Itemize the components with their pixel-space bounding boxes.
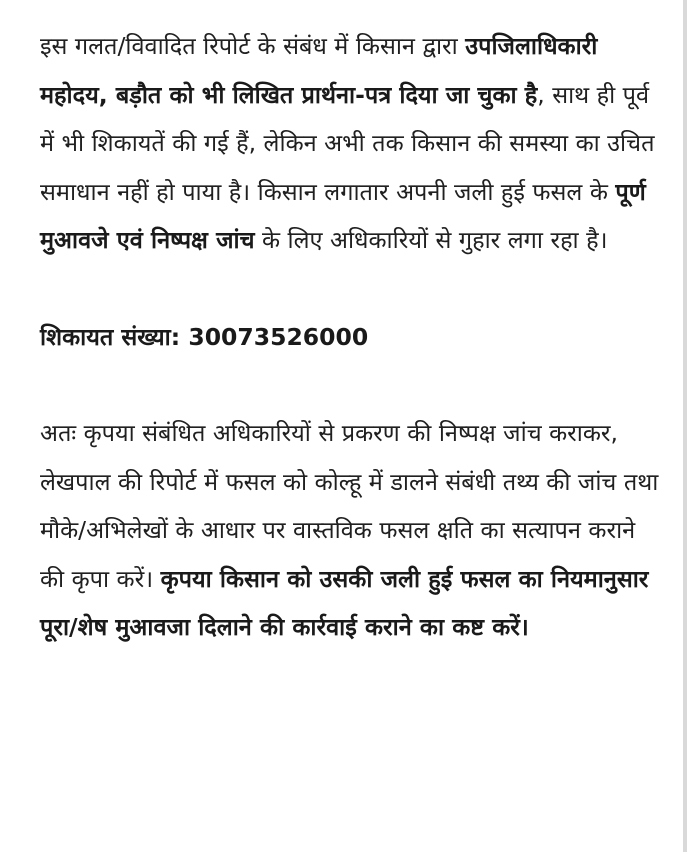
paragraph-gap	[40, 361, 660, 409]
paragraph-text: के लिए अधिकारियों से गुहार लगा रहा है।	[254, 226, 608, 254]
paragraph-text: , साथ ही पूर्व में भी शिकायतें की गई हैं, लेकिन अभी तक किसान की समस्या का उचित समाधान नहीं हो पाया है। किसान लगातार अपनी जली हुई फसल के	[40, 80, 655, 206]
bold-application-note: उपजिलाधिकारी महोदय, बड़ौत को भी लिखित प्रार्थना-पत्र दिया जा चुका है	[40, 32, 598, 109]
complaint-number	[40, 313, 660, 362]
bold-request-note: कृपया किसान को उसकी जली हुई फसल का नियमानुसार पूरा/शेष मुआवजा दिलाने की कार्रवाई कराने का कष्ट करें।	[40, 564, 649, 641]
document-body	[40, 22, 660, 652]
paragraph-text: इस गलत/विवादित रिपोर्ट के संबंध में किसान द्वारा	[40, 32, 466, 60]
complaint-number-label: शिकायत संख्या: 30073526000	[40, 322, 369, 351]
bold-compensation-note: पूर्ण मुआवजे एवं निष्पक्ष जांच	[40, 177, 646, 254]
paragraph-gap	[40, 265, 660, 313]
paragraph-text: अतः कृपया संबंधित अधिकारियों से प्रकरण की निष्पक्ष जांच कराकर, लेखपाल की रिपोर्ट में फसल को कोल्हू में डालने संबंधी तथ्य की जांच तथा मौके/अभिलेखों के आधार पर वास्तविक फसल क्षति का सत्यापन कराने की कृपा करें।	[40, 419, 659, 593]
scrollbar-track	[683, 0, 687, 852]
paragraph-request	[40, 409, 660, 652]
paragraph-report-status	[40, 22, 660, 265]
